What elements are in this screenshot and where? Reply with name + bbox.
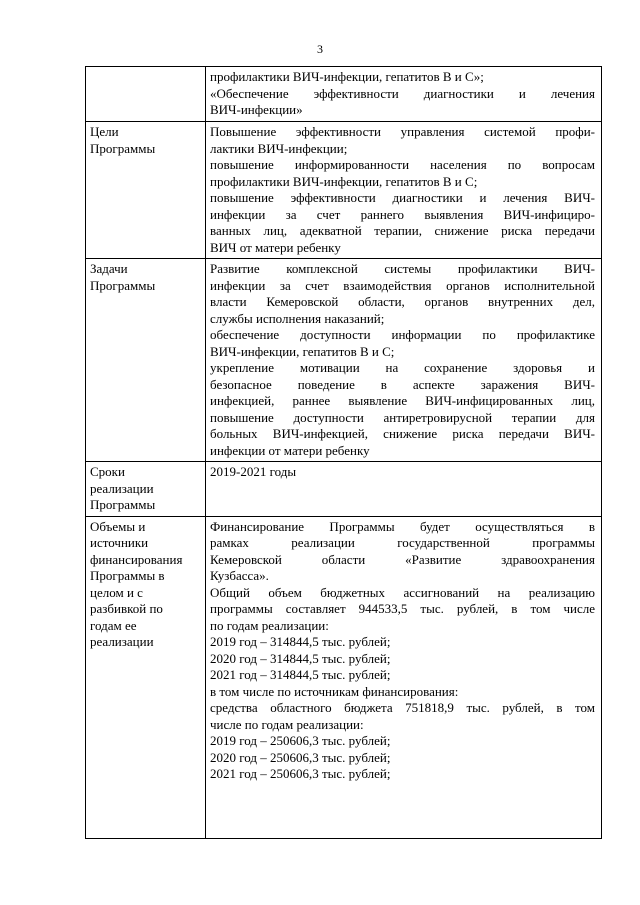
row-label xyxy=(86,259,206,462)
row-content-line: Развитие комплексной системы профилактики ВИЧ- xyxy=(210,261,595,276)
row-content-line: больных ВИЧ-инфекцией, снижение риска передачи ВИЧ- xyxy=(210,426,595,441)
table-row-timeline xyxy=(86,462,602,517)
row-content-line: инфекции за счет взаимодействия органов исполнительной xyxy=(210,277,595,293)
row-content-line: инфекции за счет раннего выявления ВИЧ-инфициро- xyxy=(210,206,595,222)
row-content-line: профилактики ВИЧ-инфекции, гепатитов В и С; xyxy=(210,173,478,189)
row-content-line: 2020 год – 250606,3 тыс. рублей; xyxy=(210,749,391,765)
row-content-line: программы составляет 944533,5 тыс. рублей, в том числе xyxy=(210,601,595,616)
row-content xyxy=(206,67,602,122)
row-content-line: повышение информированности населения по вопросам xyxy=(210,157,595,172)
row-content-line: службы исполнения наказаний; xyxy=(210,310,385,326)
row-label xyxy=(86,122,206,259)
row-content-line: безопасное поведение в аспекте заражения ВИЧ- xyxy=(210,376,595,392)
row-content-line: инфекцией, раннее выявление ВИЧ-инфицированных лиц, xyxy=(210,393,595,408)
page-number: 3 xyxy=(317,42,323,56)
row-content-line: рамках реализации государственной программы xyxy=(210,535,595,550)
row-content-line: ВИЧ-инфекции» xyxy=(210,102,303,117)
row-label-line: Сроки xyxy=(90,464,125,479)
row-content-line: Кузбасса». xyxy=(210,568,269,583)
row-content-line: ванных лиц, адекватной терапии, снижение риска передачи xyxy=(210,223,595,238)
row-content-line: Финансирование Программы будет осуществляться в xyxy=(210,518,595,534)
row-content-line: повышение эффективности диагностики и лечения ВИЧ- xyxy=(210,190,595,205)
row-content-line: 2021 год – 314844,5 тыс. рублей; xyxy=(210,667,391,682)
table-row-continuation xyxy=(86,67,602,122)
row-content-line: 2021 год – 250606,3 тыс. рублей; xyxy=(210,766,391,781)
row-content xyxy=(206,516,602,838)
row-label-line: Программы в xyxy=(90,568,165,583)
row-content-line: Общий объем бюджетных ассигнований на реализацию xyxy=(210,584,595,600)
row-content-line: ВИЧ-инфекции, гепатитов В и С; xyxy=(210,343,395,359)
table-row-tasks xyxy=(86,259,602,462)
row-content-line: 2019 год – 314844,5 тыс. рублей; xyxy=(210,634,391,649)
row-label xyxy=(86,516,206,838)
row-content-line: обеспечение доступности информации по профилактике xyxy=(210,327,595,342)
row-content-line: профилактики ВИЧ-инфекции, гепатитов В и С»; xyxy=(210,69,484,84)
row-content-line: 2019-2021 годы xyxy=(210,464,297,479)
row-content-line: Кемеровской области «Развитие здравоохранения xyxy=(210,551,595,567)
row-label-line: финансирования xyxy=(90,551,183,567)
program-passport-table xyxy=(85,66,602,839)
row-content-line: в том числе по источникам финансирования: xyxy=(210,683,459,699)
row-content-line: власти Кемеровской области, органов внутренних дел, xyxy=(210,294,595,309)
row-label-line: Цели xyxy=(90,124,119,139)
table-row-funding xyxy=(86,516,602,838)
row-label xyxy=(86,67,206,122)
row-label-line: реализации xyxy=(90,480,154,496)
row-label-line: Программы xyxy=(90,140,156,156)
row-content xyxy=(206,462,602,517)
row-content-line: ВИЧ от матери ребенку xyxy=(210,239,341,255)
row-label-line: Объемы и xyxy=(90,518,146,534)
row-content-line: числе по годам реализации: xyxy=(210,716,364,732)
row-content-line: средства областного бюджета 751818,9 тыс. рублей, в том xyxy=(210,700,595,715)
row-content-line: укрепление мотивации на сохранение здоровья и xyxy=(210,360,595,375)
table-row-goals xyxy=(86,122,602,259)
row-content-line: 2019 год – 250606,3 тыс. рублей; xyxy=(210,733,391,748)
row-label-line: Программы xyxy=(90,497,156,512)
row-label-line: Программы xyxy=(90,277,156,293)
row-label-line: реализации xyxy=(90,634,154,649)
row-content-line: 2020 год – 314844,5 тыс. рублей; xyxy=(210,650,391,666)
row-content-line: Повышение эффективности управления системой профи- xyxy=(210,124,595,139)
row-label-line: целом и с xyxy=(90,584,143,600)
row-content-line: лактики ВИЧ-инфекции; xyxy=(210,140,348,156)
row-label-line: годам ее xyxy=(90,617,137,633)
row-label-line: Задачи xyxy=(90,261,128,276)
row-label xyxy=(86,462,206,517)
row-content-line: «Обеспечение эффективности диагностики и лечения xyxy=(210,85,595,101)
row-content-line: повышение доступности антиретровирусной терапии для xyxy=(210,409,595,425)
row-content xyxy=(206,259,602,462)
row-content-line: инфекции от матери ребенку xyxy=(210,442,370,458)
row-label-line: разбивкой по xyxy=(90,601,163,616)
row-content xyxy=(206,122,602,259)
row-content-line: по годам реализации: xyxy=(210,617,329,633)
row-label-line: источники xyxy=(90,535,149,550)
